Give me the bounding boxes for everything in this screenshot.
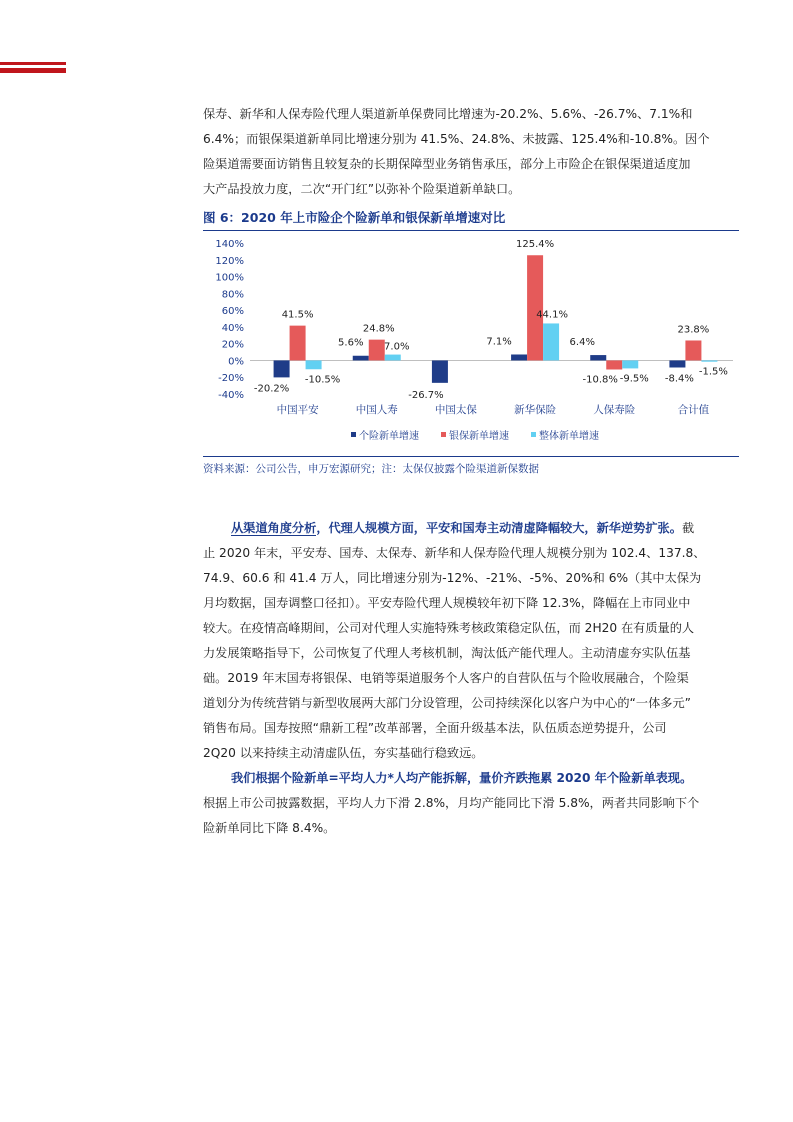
para1-line: 础。2019 年末国寿将银保、电销等渠道服务个人客户的自营队伍与个险收展融合，个险渠 — [203, 671, 689, 685]
data-label: -26.7% — [408, 389, 444, 401]
bar — [701, 360, 717, 361]
para1-first-line — [203, 516, 739, 541]
y-tick-label: 60% — [221, 306, 244, 318]
body-paragraph-1 — [203, 516, 739, 766]
y-tick-label: 140% — [215, 239, 244, 250]
para2-line: 根据上市公司披露数据，平均人力下滑 2.8%，月均产能同比下滑 5.8%，两者共同影响下个 — [203, 796, 700, 810]
intro-line: 险渠道需要面访销售且较复杂的长期保障型业务销售承压，部分上市险企在银保渠道适度加 — [203, 157, 691, 171]
bar — [590, 355, 606, 360]
para1-bold: ，代理人规模方面，平安和国寿主动清虚降幅较大，新华逆势扩张。 — [316, 521, 682, 535]
intro-paragraph — [203, 102, 739, 202]
para1-line: 较大。在疫情高峰期间，公司对代理人实施特殊考核政策稳定队伍，而 2H20 在有质量的人 — [203, 621, 695, 635]
body-paragraph-2 — [203, 766, 739, 841]
y-tick-label: 20% — [221, 339, 244, 351]
data-label: 41.5% — [281, 309, 314, 321]
bar — [432, 360, 448, 382]
chart-svg — [203, 230, 739, 455]
data-label: 6.4% — [569, 337, 595, 349]
legend-swatch — [531, 432, 536, 437]
data-label: 7.1% — [486, 336, 512, 348]
figure-title: 图 6：2020 年上市险企个险新单和银保新单增速对比 — [203, 208, 739, 231]
legend-label: 整体新单增速 — [539, 431, 599, 442]
data-label: 23.8% — [677, 324, 710, 336]
para2-line: 险新单同比下降 8.4%。 — [203, 821, 336, 835]
bar — [622, 360, 638, 368]
para1-line: 止 2020 年末，平安寿、国寿、太保寿、新华和人保寿险代理人规模分别为 102.4、137.8、 — [203, 546, 706, 560]
x-tick-label: 中国平安 — [276, 404, 319, 416]
data-label: -20.2% — [253, 383, 290, 395]
legend-label: 个险新单增速 — [359, 431, 419, 442]
bar — [385, 355, 401, 361]
x-tick-label: 合计值 — [677, 404, 710, 416]
para1-line: 2Q20 以来持续主动清虚队伍，夯实基础行稳致远。 — [203, 746, 484, 760]
data-label: 7.0% — [384, 341, 410, 353]
y-tick-label: 100% — [215, 272, 244, 284]
para1-lead: 从渠道角度分析 — [231, 521, 317, 535]
para1-line: 道划分为传统营销与新型收展两大部门分设管理，公司持续深化以客户为中心的“一体多元” — [203, 696, 691, 710]
para1-line: 截 — [681, 521, 695, 535]
data-label: 5.6% — [338, 337, 364, 349]
data-label: -10.8% — [582, 374, 618, 386]
para1-line: 销售布局。国寿按照“鼎新工程”改革部署，全面升级基本法，队伍质态逆势提升，公司 — [203, 721, 667, 735]
bar — [274, 360, 290, 377]
bar — [353, 356, 369, 361]
bar — [669, 360, 685, 367]
bar — [685, 340, 701, 360]
data-label: 24.8% — [362, 323, 395, 335]
bar — [527, 255, 543, 360]
bar — [511, 354, 527, 360]
y-tick-label: 80% — [221, 289, 244, 301]
x-tick-label: 人保寿险 — [593, 404, 636, 416]
y-tick-label: -20% — [218, 373, 244, 385]
legend-swatch — [351, 432, 356, 437]
data-label: -10.5% — [304, 374, 341, 386]
data-label: -9.5% — [619, 373, 649, 385]
chart — [203, 230, 739, 455]
intro-line: 保寿、新华和人保寿险代理人渠道新单保费同比增速为-20.2%、5.6%、-26.7%、7.1%和 — [203, 107, 693, 121]
y-tick-label: -40% — [218, 390, 244, 401]
para2-first-line — [203, 766, 739, 791]
intro-line: 6.4%；而银保渠道新单同比增速分别为 41.5%、24.8%、未披露、125.4%和-10.8%。因个 — [203, 132, 710, 146]
bar — [290, 326, 306, 361]
y-tick-label: 40% — [221, 322, 244, 334]
legend-label: 银保新单增速 — [449, 431, 509, 442]
bar — [306, 360, 322, 369]
bar — [606, 360, 622, 369]
figure-source: 资料来源：公司公告，申万宏源研究；注：太保仅披露个险渠道新保数据 — [203, 456, 739, 476]
x-tick-label: 中国人寿 — [355, 404, 398, 416]
para1-line: 力发展策略指导下，公司恢复了代理人考核机制，淘汰低产能代理人。主动清虚夯实队伍基 — [203, 646, 691, 660]
intro-line: 大产品投放力度，二次“开门红”以弥补个险渠道新单缺口。 — [203, 182, 521, 196]
header-accent-bar-top — [0, 62, 66, 65]
data-label: -1.5% — [698, 366, 728, 378]
para2-bold: 我们根据个险新单=平均人力*人均产能拆解，量价齐跌拖累 2020 年个险新单表现。 — [231, 771, 693, 785]
bar — [369, 340, 385, 361]
y-tick-label: 0% — [228, 356, 244, 368]
para1-line: 74.9、60.6 和 41.4 万人，同比增速分别为-12%、-21%、-5%、20%和 6%（其中太保为 — [203, 571, 702, 585]
legend-swatch — [441, 432, 446, 437]
data-label: 125.4% — [516, 239, 555, 251]
data-label: -8.4% — [664, 373, 694, 385]
data-label: 44.1% — [536, 309, 568, 321]
bar — [543, 323, 559, 360]
header-accent-bar-bottom — [0, 68, 66, 73]
x-tick-label: 新华保险 — [514, 404, 557, 416]
y-tick-label: 120% — [215, 255, 244, 267]
para1-line: 月均数据，国寿调整口径扣）。平安寿险代理人规模较年初下降 12.3%，降幅在上市同业中 — [203, 596, 691, 610]
x-tick-label: 中国太保 — [434, 404, 477, 416]
